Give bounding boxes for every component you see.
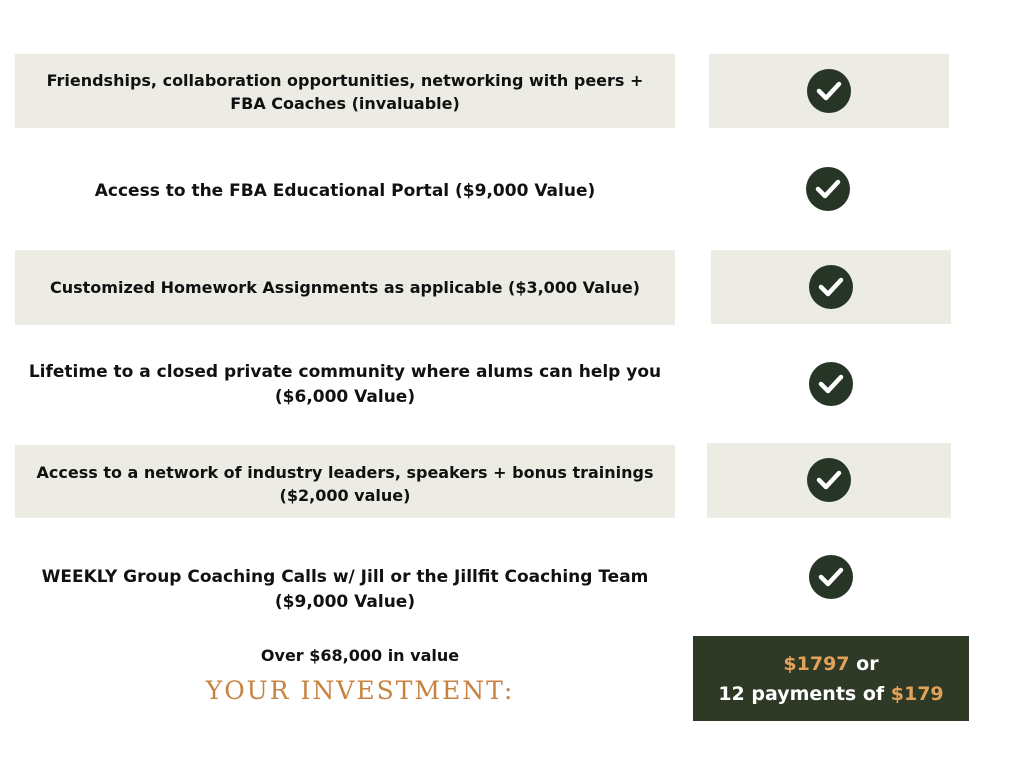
feature-text-line: Access to a network of industry leaders, speakers + bonus trainings xyxy=(36,463,654,482)
payment-amount: $179 xyxy=(890,682,944,705)
price-line-1 xyxy=(693,649,969,679)
feature-item-1 xyxy=(20,69,670,115)
feature-item-6 xyxy=(20,565,670,615)
check-circle-icon xyxy=(807,69,851,113)
full-price: $1797 xyxy=(783,652,850,675)
feature-text-line: ($9,000 Value) xyxy=(274,592,416,612)
feature-text-line: WEEKLY Group Coaching Calls w/ Jill or the Jillfit Coaching Team xyxy=(41,567,649,587)
feature-text-line: Customized Homework Assignments as applicable ($3,000 Value) xyxy=(49,278,640,297)
feature-text-line: FBA Coaches (invaluable) xyxy=(230,94,460,113)
feature-text-line: Friendships, collaboration opportunities, networking with peers + xyxy=(46,71,644,90)
price-box xyxy=(693,636,969,721)
price-line-2 xyxy=(693,679,969,709)
feature-text-line: Lifetime to a closed private community where alums can help you xyxy=(28,362,662,382)
check-circle-icon xyxy=(809,362,853,406)
feature-item-2 xyxy=(20,180,670,203)
payments-prefix: 12 payments of xyxy=(718,682,891,705)
feature-item-5 xyxy=(20,461,670,507)
check-circle-icon xyxy=(807,458,851,502)
check-circle-icon xyxy=(809,265,853,309)
feature-text-line: Access to the FBA Educational Portal ($9,000 Value) xyxy=(94,181,596,201)
feature-text-line: ($6,000 Value) xyxy=(274,387,416,407)
feature-item-3 xyxy=(20,277,670,298)
investment-heading: YOUR INVESTMENT: xyxy=(205,676,515,705)
total-value-text: Over $68,000 in value xyxy=(260,646,460,665)
or-text: or xyxy=(849,652,879,675)
feature-item-4 xyxy=(20,360,670,410)
check-circle-icon xyxy=(809,555,853,599)
feature-text-line: ($2,000 value) xyxy=(279,486,411,505)
check-circle-icon xyxy=(806,167,850,211)
